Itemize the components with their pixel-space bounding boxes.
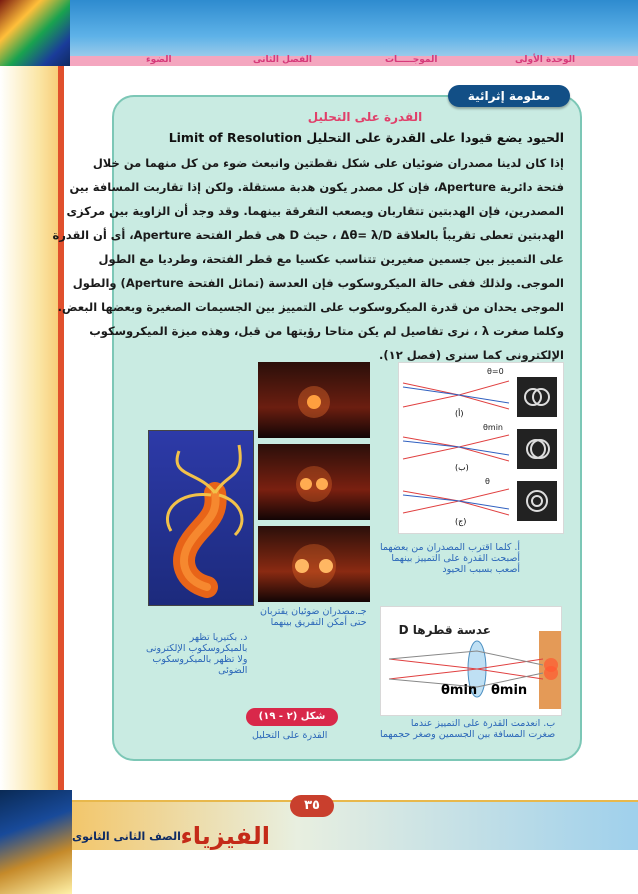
header-decoration <box>0 0 70 66</box>
bacteria-micrograph <box>148 430 254 606</box>
header-lesson: الضوء <box>146 55 172 65</box>
paragraph-heading: الحيود يضع قيودا على القدرة على التحليل Limit of Resolution <box>168 130 564 145</box>
theta-label: θ <box>485 477 490 486</box>
light-glow <box>258 362 370 438</box>
section-title: القدرة على التحليل <box>307 110 423 124</box>
caption-a-line: أصبحت القدرة على التمييز بينهما <box>391 553 521 564</box>
header-unit: الوحدة الأولى <box>515 55 576 65</box>
paragraph-line: الإلكترونى كما سنرى (فصل ١٢). <box>379 348 564 362</box>
caption-d <box>146 632 247 676</box>
caption-a-line: أ. كلما اقترب المصدران من بعضهما <box>380 542 521 553</box>
caption-b <box>380 718 555 740</box>
caption-j <box>260 606 367 628</box>
page-number: ٣٥ <box>290 795 334 817</box>
light-glow <box>258 444 370 520</box>
paragraph-line: على التمييز بين جسمين صغيرين تتناسب عكسيا مع قطر الفتحة، وطرديا مع الطول <box>98 252 564 266</box>
light-sources-photo-far <box>258 362 370 438</box>
paragraph-line: الموجى يحدان من قدرة الميكروسكوب على التمييز بين الجسيمات الصغيرة وبعضها البعض. <box>57 300 564 314</box>
paragraph-line: إذا كان لدينا مصدران ضوئيان على شكل نقطتين وانبعث ضوء من كل منهما من خلال <box>92 156 564 170</box>
diagram-label-b: (ب) <box>455 463 469 472</box>
paragraph-line: الهدبتين تعطى تقريباً بالعلاقة Δθ= λ/D ، حيث D هى قطر الفتحة Aperture، أى أن القدرة <box>52 228 564 242</box>
paragraph-line: وكلما صغرت λ ، نرى تفاصيل لم يكن متاحا رؤيتها من قبل، وهذه ميزة الميكروسكوب <box>89 324 564 338</box>
header-chapter: الفصل الثانى <box>253 55 312 65</box>
light-sources-photo-near <box>258 526 370 602</box>
figure-number-badge: شكل (٢ - ١٩) <box>246 708 338 726</box>
caption-j-line: حتى أمكن التفريق بينهما <box>270 617 367 628</box>
caption-d-line: بالميكروسكوب الإلكترونى <box>146 643 248 654</box>
diagram-label-a: (أ) <box>455 409 464 418</box>
caption-d-line: الضوئى <box>218 665 248 676</box>
caption-b-line: ب. انعدمت القدرة على التمييز عندما <box>410 718 556 729</box>
paragraph-line: المصدرين، فإن الهدبتين تتقاربان ويصعب التفرقة بينهما. وقد وجد أن الزاوية بين مركزى <box>66 204 564 218</box>
diffraction-rays <box>399 363 563 533</box>
caption-j-line: جـ.مصدران ضوئيان يقتربان <box>260 606 367 617</box>
caption-d-line: ولا تظهر بالميكروسكوب <box>152 654 248 665</box>
figure-title: القدرة على التحليل <box>252 730 328 741</box>
diagram-label-c: (ج) <box>455 517 467 526</box>
paragraph-line: الموجى. ولذلك ففى حالة الميكروسكوب فإن العدسة (تماثل الفتحة Aperture) والطول <box>72 276 564 290</box>
lens-title: عدسة قطرها D <box>398 623 491 637</box>
lens-theta-min-right: θmin <box>491 683 528 698</box>
footer-decoration <box>0 790 72 894</box>
enrichment-badge: معلومة إثرائية <box>448 85 570 107</box>
light-sources-photo-mid <box>258 444 370 520</box>
caption-b-line: صغرت المسافة بين الجسمين وصغر حجمهما <box>380 729 556 740</box>
light-glow <box>258 526 370 602</box>
caption-a-line: أصعب بسبب الحيود <box>442 564 521 575</box>
header-topic: الموجـــــات <box>385 55 438 65</box>
theta-min-label: θmin <box>483 423 503 432</box>
book-title: الفيزياء <box>180 822 270 850</box>
theta-zero-label: θ=0 <box>487 367 504 376</box>
paragraph-line: فتحة دائرية Aperture، فإن كل مصدر يكون هدبة مستقلة. ولكن إذا تقاربت المسافة بين <box>69 180 564 194</box>
left-margin-strip <box>0 66 64 796</box>
lens-diagram <box>380 606 562 716</box>
book-grade: الصف الثانى الثانوى <box>72 830 181 843</box>
diffraction-diagram <box>398 362 564 534</box>
caption-a <box>380 542 520 575</box>
bacteria-illustration <box>149 431 253 605</box>
lens-theta-min-left: θmin <box>441 683 478 698</box>
caption-d-line: د. بكتيريا تظهر <box>189 632 248 643</box>
